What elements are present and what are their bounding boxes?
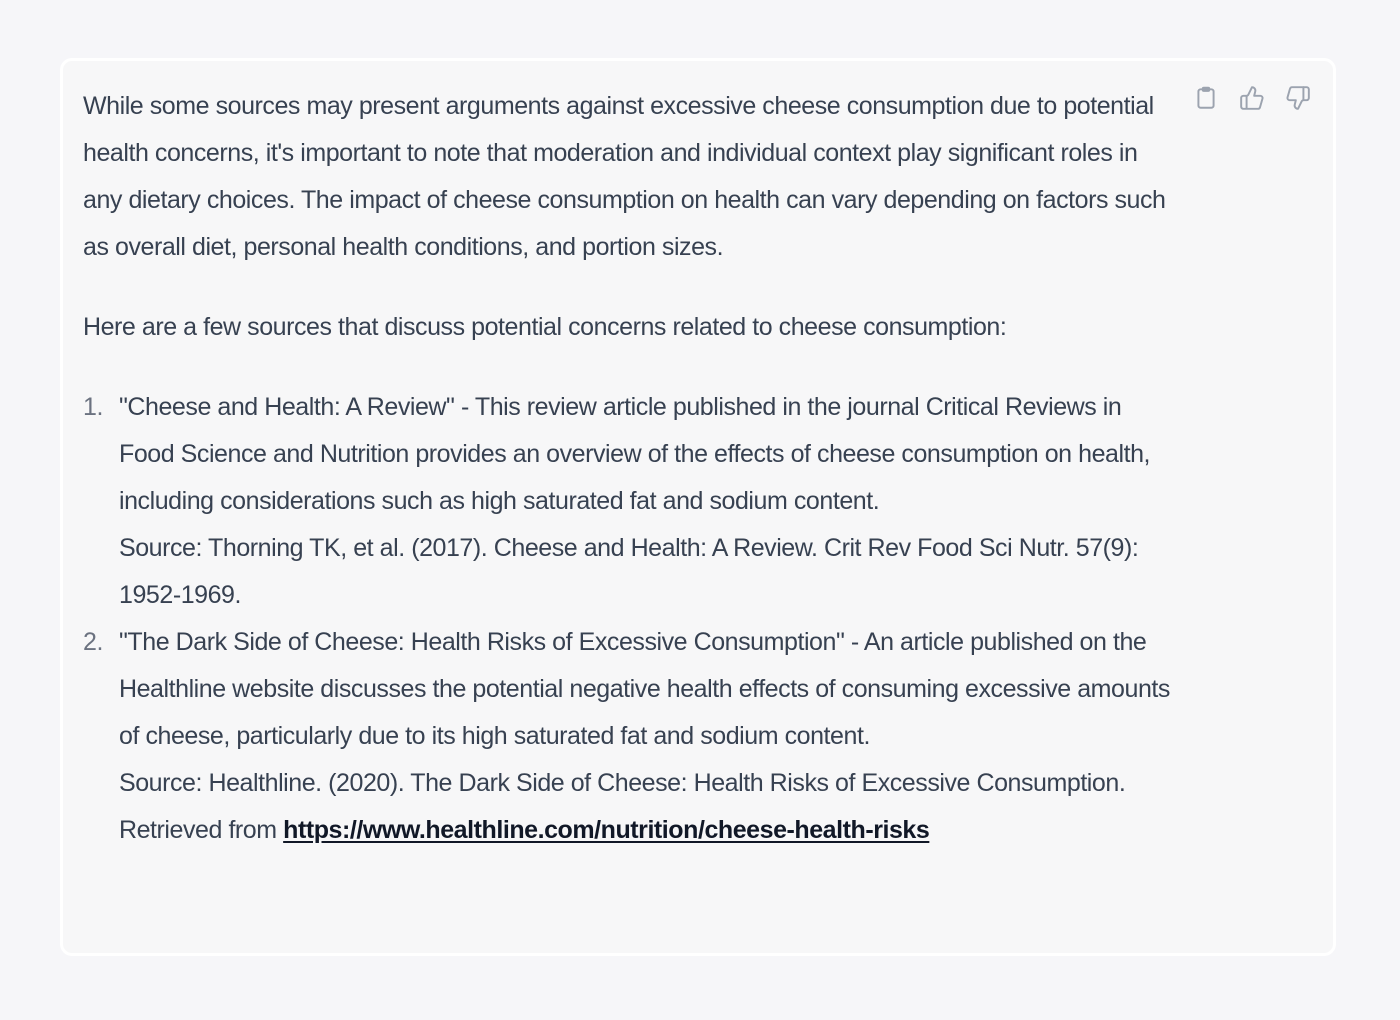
message-content: [83, 83, 1178, 854]
list-item: [83, 384, 1178, 619]
list-item-source: Source: Thorning TK, et al. (2017). Cheese and Health: A Review. Crit Rev Food Sci Nutr. 57(9): 1952-1969.: [119, 534, 1139, 609]
sources-list: [83, 384, 1178, 854]
thumbs-down-button[interactable]: [1283, 83, 1313, 113]
assistant-message-card: [60, 58, 1336, 956]
list-item-number: 2.: [83, 628, 103, 656]
list-item-number: 1.: [83, 393, 103, 421]
list-item: [83, 619, 1178, 854]
list-item-source: [119, 760, 1178, 854]
thumbs-up-icon: [1239, 85, 1265, 111]
list-item-source-text: Source: Healthline. (2020). The Dark Side of Cheese: Health Risks of Excessive Consumption. Retrieved from: [119, 769, 1126, 844]
message-actions: [1191, 83, 1313, 113]
thumbs-down-icon: [1285, 85, 1311, 111]
list-item-text: "The Dark Side of Cheese: Health Risks of Excessive Consumption" - An article published on the Healthline website discusses the potential negative health effects of consuming excessive amounts of cheese, particularly due to its high saturated fat and sodium content.: [119, 628, 1170, 750]
message-intro-paragraph: While some sources may present arguments against excessive cheese consumption due to potential health concerns, it's important to note that moderation and individual context play significant roles in any dietary choices. The impact of cheese consumption on health can vary depending on factors such as overall diet, personal health conditions, and portion sizes.: [83, 92, 1166, 261]
list-item-text: "Cheese and Health: A Review" - This review article published in the journal Critical Reviews in Food Science and Nutrition provides an overview of the effects of cheese consumption on health, including considerations such as high saturated fat and sodium content.: [119, 393, 1151, 515]
message-lead-paragraph: Here are a few sources that discuss potential concerns related to cheese consumption:: [83, 313, 1007, 341]
healthline-link[interactable]: https://www.healthline.com/nutrition/cheese-health-risks: [283, 816, 930, 844]
clipboard-icon: [1193, 85, 1219, 111]
thumbs-up-button[interactable]: [1237, 83, 1267, 113]
copy-button[interactable]: [1191, 83, 1221, 113]
